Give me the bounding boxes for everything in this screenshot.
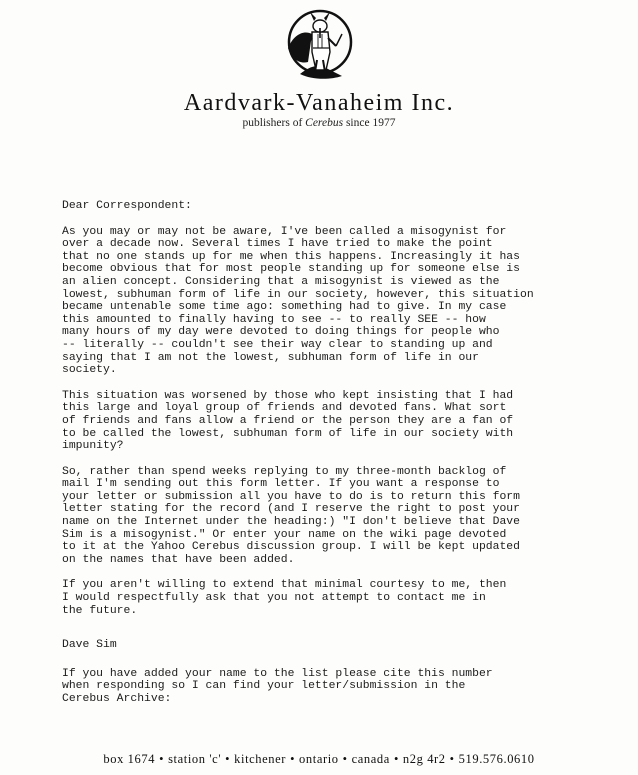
footer-separator: • <box>225 752 231 766</box>
letter-body <box>62 200 602 719</box>
tagline-suffix: since 1977 <box>343 117 396 129</box>
paragraph: So, rather than spend weeks replying to my three-month backlog of mail I'm sending out this form letter. If you want a response to your letter or submission all you have to do is to return this form letter stating for the record (and I reserve the right to post your name on the Internet under the heading:) "I don't believe that Dave Sim is a misogynist." Or enter your name on the wiki page devoted to it at the Yahoo Cerebus discussion group. I will be kept updated on the names that have been added. <box>62 465 520 566</box>
paragraph: This situation was worsened by those who kept insisting that I had this large and loyal group of friends and devoted fans. What sort of friends and fans allow a friend or the person they are a fan of to be called the lowest, subhuman form of life in our society with impunity? <box>62 389 514 453</box>
company-name: Aardvark-Vanaheim Inc. <box>183 90 455 116</box>
footer-province: ontario <box>299 752 339 766</box>
footer-city: kitchener <box>234 752 287 766</box>
salutation: Dear Correspondent: <box>62 200 192 212</box>
footer-separator: • <box>449 752 455 766</box>
paragraph: As you may or may not be aware, I've been called a misogynist for over a decade now. Several times I have tried to make the point that no one stands up for me when this happens. Increasingly it has become obvious that for most people standing up for someone else is an alien concept. Considering that a misogynist is viewed as the lowest, subhuman form of life in our society, however, this situation became untenable some time ago: something had to give. In my case this amounted to finally having to see -- to really SEE -- how many hours of my day were devoted to doing things for people who -- literally -- couldn't see their way clear to standing up and saying that I am not the lowest, subhuman form of life in our society. <box>62 225 534 377</box>
footer-country: canada <box>351 752 390 766</box>
postscript: If you have added your name to the list please cite this number when responding so I can find your letter/submission in the Cerebus Archive: <box>62 667 493 705</box>
aardvark-emblem-icon <box>282 4 358 84</box>
tagline-prefix: publishers of <box>242 117 306 129</box>
signature: Dave Sim <box>62 639 117 652</box>
footer-separator: • <box>159 752 165 766</box>
footer-separator: • <box>393 752 399 766</box>
footer-separator: • <box>290 752 296 766</box>
footer-station: station 'c' <box>168 752 222 766</box>
company-tagline <box>0 117 638 129</box>
paragraph: If you aren't willing to extend that minimal courtesy to me, then I would respectfully ask that you not attempt to contact me in the future. <box>62 579 507 617</box>
footer-box: box 1674 <box>103 752 156 766</box>
tagline-title: Cerebus <box>305 117 344 129</box>
footer-postal-code: n2g 4r2 <box>402 752 446 766</box>
footer-separator: • <box>342 752 348 766</box>
footer-phone: 519.576.0610 <box>458 752 535 766</box>
footer-address <box>0 752 638 767</box>
